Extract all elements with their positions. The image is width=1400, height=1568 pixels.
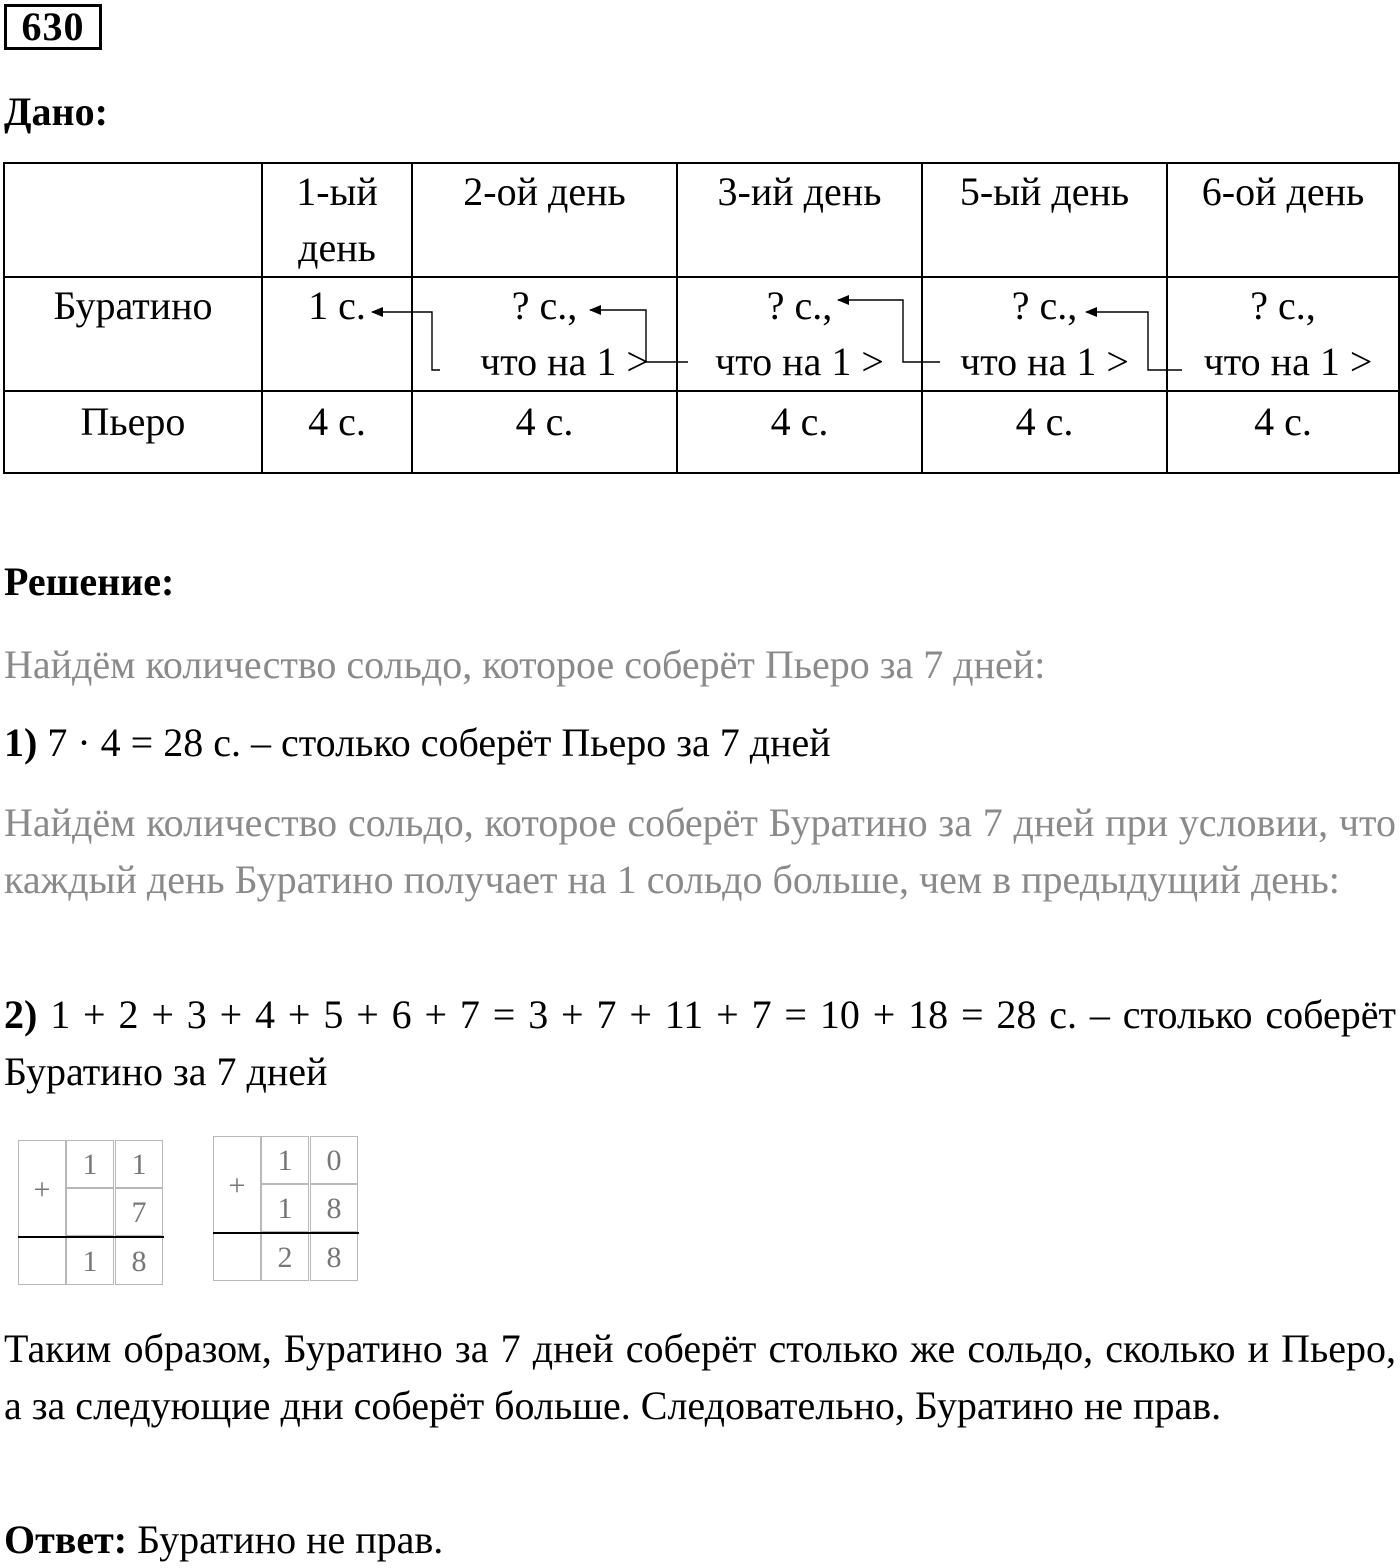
- header-cell-day5: 5-ый день: [922, 163, 1167, 277]
- column-addition-2: [213, 1136, 361, 1282]
- buratino-day5-value: ? с.,: [1011, 283, 1078, 328]
- conclusion: Таким образом, Буратино за 7 дней соберёт столько же сольдо, сколько и Пьеро, а за следующие дни соберёт больше. Следовательно, Буратино не прав.: [4, 1326, 1396, 1428]
- answer-text: Буратино не прав.: [127, 1517, 444, 1562]
- plus-sign: +: [18, 1140, 66, 1237]
- intro-buratino: Найдём количество сольдо, которое соберёт Буратино за 7 дней при условии, что каждый день Буратино получает на 1 сольдо больше, чем в предыдущий день:: [4, 800, 1396, 902]
- step-2: [4, 986, 1396, 1100]
- buratino-day6-cell: [1167, 277, 1399, 391]
- addend-digit: [66, 1188, 114, 1236]
- given-heading: Дано:: [4, 89, 108, 134]
- intro-piero: Найдём количество сольдо, которое соберёт Пьеро за 7 дней:: [4, 642, 1046, 687]
- sum-digit: 8: [115, 1237, 163, 1285]
- buratino-day5-relation: что на 1 >: [960, 339, 1129, 384]
- buratino-day6-relation: что на 1 >: [1203, 339, 1373, 384]
- piero-day5-value: 4 с.: [922, 391, 1167, 473]
- addend-digit: 1: [115, 1140, 163, 1188]
- table-row-piero: [4, 391, 1399, 473]
- sum-digit: 8: [310, 1233, 358, 1281]
- empty-cell: [18, 1237, 66, 1285]
- step-2-number: 2): [4, 992, 38, 1037]
- step-1-text: 7 · 4 = 28 с. – столько соберёт Пьеро за 7 дней: [37, 720, 831, 765]
- sum-digit: 1: [66, 1237, 114, 1285]
- step-1: [4, 714, 1396, 771]
- table-header-row: [4, 163, 1399, 277]
- header-cell-day3: 3-ий день: [677, 163, 922, 277]
- piero-day1-value: 4 с.: [262, 391, 412, 473]
- buratino-day2-relation: что на 1 >: [480, 339, 649, 384]
- answer: [4, 1511, 1396, 1568]
- solution-heading: Решение:: [4, 559, 175, 604]
- piero-day3-value: 4 с.: [677, 391, 922, 473]
- column-addition-1: [18, 1140, 166, 1286]
- answer-label: Ответ:: [4, 1517, 128, 1562]
- buratino-day3-cell: [677, 277, 922, 391]
- row-label-buratino: Буратино: [4, 277, 262, 391]
- buratino-day3-value: ? с.,: [766, 283, 833, 328]
- task-number: 630: [4, 4, 102, 50]
- addend-digit: 8: [310, 1184, 358, 1232]
- buratino-day1-cell: [262, 277, 412, 391]
- buratino-day3-relation: что на 1 >: [715, 339, 884, 384]
- header-cell-empty: [4, 163, 262, 277]
- header-cell-day6: 6-ой день: [1167, 163, 1399, 277]
- buratino-day6-value: ? с.,: [1250, 283, 1316, 328]
- buratino-day2-cell: [412, 277, 677, 391]
- sum-line: [18, 1236, 164, 1238]
- addend-digit: 0: [310, 1136, 358, 1184]
- buratino-day2-value: ? с.,: [511, 283, 578, 328]
- piero-day6-value: 4 с.: [1167, 391, 1399, 473]
- addend-digit: 7: [115, 1188, 163, 1236]
- header-cell-day1: 1-ый день: [262, 163, 412, 277]
- step-2-text: 1 + 2 + 3 + 4 + 5 + 6 + 7 = 3 + 7 + 11 + 7 = 10 + 18 = 28 с. – столько соберёт Буратино за 7 дней: [4, 992, 1396, 1094]
- addend-digit: 1: [261, 1184, 309, 1232]
- row-label-piero: Пьеро: [4, 391, 262, 473]
- step-1-number: 1): [4, 720, 38, 765]
- table-row-buratino: [4, 277, 1399, 391]
- header-cell-day2: 2-ой день: [412, 163, 677, 277]
- given-table: [3, 162, 1400, 474]
- buratino-day1-value: 1 с.: [308, 283, 366, 328]
- piero-day2-value: 4 с.: [412, 391, 677, 473]
- sum-line: [213, 1232, 359, 1234]
- empty-cell: [213, 1233, 261, 1281]
- buratino-day5-cell: [922, 277, 1167, 391]
- addend-digit: 1: [261, 1136, 309, 1184]
- addend-digit: 1: [66, 1140, 114, 1188]
- sum-digit: 2: [261, 1233, 309, 1281]
- plus-sign: +: [213, 1136, 261, 1233]
